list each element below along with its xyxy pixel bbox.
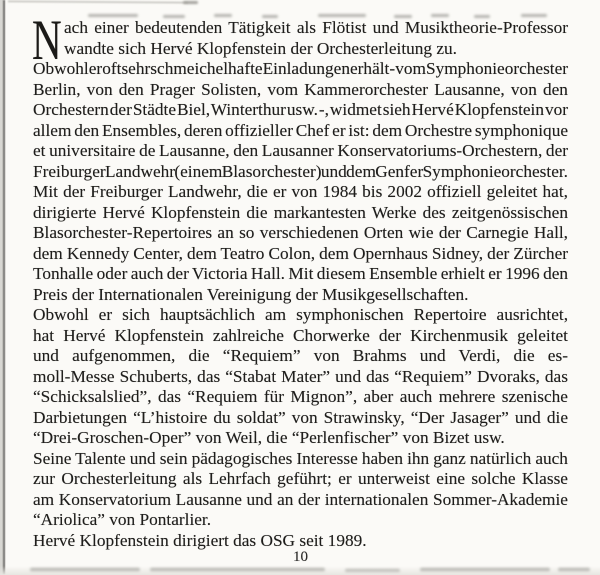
text-line-content: allem den Ensembles, deren offizieller Chef er ist: dem Orchestre symphonique (33, 120, 569, 140)
text-line (33, 326, 568, 347)
text-line (33, 449, 568, 470)
page-number: 10 (293, 549, 308, 565)
text-line-content: wandte sich Hervé Klopfenstein der Orchesterleitung zu. (64, 38, 458, 58)
drop-cap-letter: N (32, 9, 62, 72)
scan-ghost-mark (88, 14, 138, 17)
text-line-content: “Schicksalslied”, das “Requiem für Mignon”, aber auch mehrere szenische (33, 387, 568, 406)
text-line (33, 387, 568, 408)
text-line-content: dem Kennedy Center, dem Teatro Colon, dem Opernhaus Sidney, der Zürcher (33, 243, 568, 263)
text-line-content: Obwohl er sich hauptsächlich am symphonischen Repertoire ausrichtet, (33, 305, 569, 324)
text-line-content: Orchestern der Städte Biel, Winterthur usw. -, widmet sieh Hervé Klopfenstein vor (33, 100, 568, 119)
text-line (33, 285, 568, 306)
text-line (33, 203, 568, 224)
scan-ghost-mark (521, 14, 547, 17)
text-line-content: Tonhalle oder auch der Victoria Hall. Mit diesem Ensemble erhielt er 1996 den (33, 264, 569, 283)
scan-ghost-mark (214, 14, 232, 17)
text-line (33, 18, 568, 39)
text-line-content: “Ariolica” von Pontarlier. (33, 510, 212, 529)
text-line (33, 162, 568, 183)
text-line (33, 80, 568, 101)
scan-ghost-mark (318, 14, 366, 17)
text-line-content: hat Hervé Klopfenstein zahlreiche Chorwerke der Kirchenmusik geleitet (33, 325, 568, 345)
text-line-content: am Konservatorium Lausanne und an der internationalen Sommer-Akademie (33, 489, 568, 509)
text-line (33, 531, 568, 552)
text-line (33, 510, 568, 531)
text-line-content: Berlin, von den Prager Solisten, vom Kammerorchester Lausanne, von den (33, 79, 568, 99)
scan-ghost-mark (431, 14, 449, 17)
text-line (33, 59, 568, 80)
text-line (33, 39, 568, 60)
text-line-content: moll-Messe Schuberts, das “Stabat Mater” und das “Requiem” Dvoraks, das (33, 366, 568, 386)
text-line-content: “Drei-Groschen-Oper” von Weil, die “Perlenfischer” von Bizet usw. (33, 428, 505, 447)
text-line-content: Preis der Internationalen Vereinigung der Musikgesellschaften. (33, 284, 469, 304)
text-line (33, 367, 568, 388)
scan-edge-left-line (3, 0, 5, 575)
text-line (33, 182, 568, 203)
text-line-content: Seine Talente und sein pädagogisches Interesse haben ihn ganz natürlich auch (33, 448, 568, 468)
text-line-content: Obwohl er oft sehr schmeichelhafte Einladungen erhält - vom Symphonieorchester (33, 59, 569, 78)
text-line (33, 264, 568, 285)
text-line (33, 223, 568, 244)
text-line-content: und aufgenommen, die “Requiem” von Brahms und Verdi, die es- (33, 346, 568, 365)
text-line (33, 408, 568, 429)
text-line-content: dirigierte Hervé Klopfenstein die markantesten Werke des zeitgenössischen (33, 202, 568, 222)
scan-artifact-top-line (8, 0, 188, 3)
text-line-content: et universitaire de Lausanne, den Lausanner Konservatoriums-Orchestern, der (33, 141, 568, 160)
text-line (33, 121, 568, 142)
text-line-content: Freiburger Landwehr (einem Blasorchester) und dem Genfer Symphonieorchester. (33, 161, 568, 181)
text-line-content: zur Orchesterleitung als Lehrfach geführt; er unterweist eine solche Klasse (33, 469, 568, 488)
text-line (33, 490, 568, 511)
text-line (33, 305, 568, 326)
text-block (32, 9, 569, 551)
text-line-content: ach einer bedeutenden Tätigkeit als Flötist und Musiktheorie-Professor (64, 18, 569, 37)
text-line (33, 346, 568, 367)
text-line (33, 469, 568, 490)
text-line-content: Darbietungen “L’histoire du soldat” von Strawinsky, “Der Jasager” und die (33, 407, 568, 427)
text-line (33, 100, 568, 121)
text-line-content: Blasorchester-Repertoires an so verschiedenen Orten wie der Carnegie Hall, (33, 223, 569, 242)
text-line (33, 428, 568, 449)
text-line (33, 141, 568, 162)
scan-edge-bottom (0, 566, 600, 575)
text-line (33, 244, 568, 265)
text-line-content: Mit der Freiburger Landwehr, die er von 1984 bis 2002 offiziell geleitet hat, (33, 182, 568, 201)
scan-artifact-top-dash (183, 1, 198, 4)
text-line-content: Hervé Klopfenstein dirigiert das OSG seit 1989. (33, 530, 367, 550)
